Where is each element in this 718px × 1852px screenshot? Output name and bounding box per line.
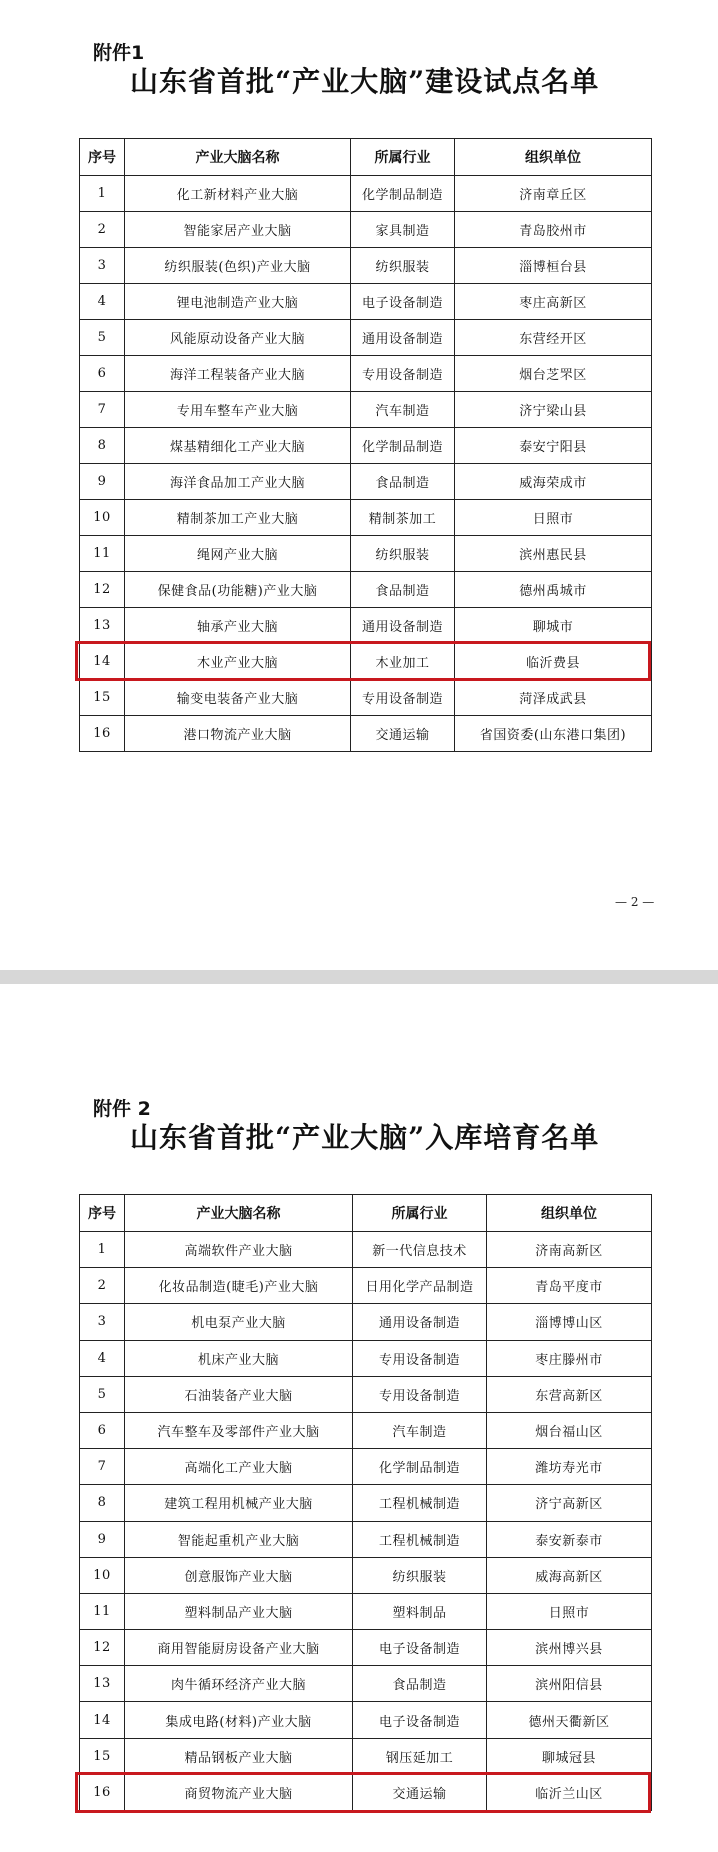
cell-index: 5 <box>80 320 125 356</box>
cell-brain-name: 专用车整车产业大脑 <box>125 392 351 428</box>
cell-index: 1 <box>80 1232 125 1268</box>
cell-index: 9 <box>80 1521 125 1557</box>
table-row <box>80 212 652 248</box>
cell-organizer: 临沂兰山区 <box>487 1774 652 1810</box>
cell-index: 10 <box>80 1557 125 1593</box>
cell-brain-name: 高端化工产业大脑 <box>125 1449 353 1485</box>
cell-brain-name: 精品钢板产业大脑 <box>125 1738 353 1774</box>
cell-organizer: 滨州博兴县 <box>487 1630 652 1666</box>
page-separator <box>0 970 718 984</box>
cell-index: 12 <box>80 572 125 608</box>
cell-brain-name: 保健食品(功能糖)产业大脑 <box>125 572 351 608</box>
cell-brain-name: 海洋食品加工产业大脑 <box>125 464 351 500</box>
cell-brain-name: 精制茶加工产业大脑 <box>125 500 351 536</box>
cell-brain-name: 输变电装备产业大脑 <box>125 680 351 716</box>
cell-brain-name: 塑料制品产业大脑 <box>125 1593 353 1629</box>
cell-brain-name: 商用智能厨房设备产业大脑 <box>125 1630 353 1666</box>
cell-industry: 通用设备制造 <box>353 1304 487 1340</box>
cell-index: 1 <box>80 176 125 212</box>
cell-industry: 专用设备制造 <box>351 680 455 716</box>
table-row <box>80 572 652 608</box>
cell-brain-name: 创意服饰产业大脑 <box>125 1557 353 1593</box>
cell-organizer: 聊城冠县 <box>487 1738 652 1774</box>
cell-industry: 塑料制品 <box>353 1593 487 1629</box>
cell-organizer: 威海荣成市 <box>455 464 652 500</box>
cell-index: 10 <box>80 500 125 536</box>
cell-brain-name: 商贸物流产业大脑 <box>125 1774 353 1810</box>
cell-index: 13 <box>80 608 125 644</box>
cell-index: 5 <box>80 1376 125 1412</box>
table-row <box>80 1774 652 1810</box>
page-title-1: 山东省首批“产业大脑”建设试点名单 <box>130 65 600 98</box>
cell-index: 9 <box>80 464 125 500</box>
header-organizer: 组织单位 <box>487 1195 652 1232</box>
cell-organizer: 东营经开区 <box>455 320 652 356</box>
cell-industry: 专用设备制造 <box>353 1340 487 1376</box>
table-row <box>80 536 652 572</box>
cell-brain-name: 轴承产业大脑 <box>125 608 351 644</box>
header-organizer: 组织单位 <box>455 139 652 176</box>
cell-brain-name: 煤基精细化工产业大脑 <box>125 428 351 464</box>
table-row <box>80 320 652 356</box>
table-row <box>80 1521 652 1557</box>
cell-organizer: 潍坊寿光市 <box>487 1449 652 1485</box>
header-name: 产业大脑名称 <box>125 139 351 176</box>
cell-index: 14 <box>80 1702 125 1738</box>
cell-index: 13 <box>80 1666 125 1702</box>
cell-industry: 化学制品制造 <box>351 428 455 464</box>
cell-organizer: 泰安宁阳县 <box>455 428 652 464</box>
header-name: 产业大脑名称 <box>125 1195 353 1232</box>
table-row <box>80 1557 652 1593</box>
cell-industry: 通用设备制造 <box>351 320 455 356</box>
cell-brain-name: 石油装备产业大脑 <box>125 1376 353 1412</box>
cell-brain-name: 集成电路(材料)产业大脑 <box>125 1702 353 1738</box>
cell-industry: 新一代信息技术 <box>353 1232 487 1268</box>
cell-index: 4 <box>80 284 125 320</box>
cell-brain-name: 肉牛循环经济产业大脑 <box>125 1666 353 1702</box>
cell-index: 12 <box>80 1630 125 1666</box>
cell-brain-name: 木业产业大脑 <box>125 644 351 680</box>
cell-organizer: 临沂费县 <box>455 644 652 680</box>
table-row <box>80 500 652 536</box>
cell-brain-name: 海洋工程装备产业大脑 <box>125 356 351 392</box>
table-row <box>80 1666 652 1702</box>
table-row <box>80 1593 652 1629</box>
cell-industry: 通用设备制造 <box>351 608 455 644</box>
table-body <box>80 1232 652 1811</box>
cell-index: 6 <box>80 1412 125 1448</box>
cell-brain-name: 机电泵产业大脑 <box>125 1304 353 1340</box>
table-row <box>80 248 652 284</box>
table-row <box>80 1340 652 1376</box>
cell-organizer: 滨州惠民县 <box>455 536 652 572</box>
cell-brain-name: 机床产业大脑 <box>125 1340 353 1376</box>
table-header-row <box>80 139 652 176</box>
cell-industry: 化学制品制造 <box>353 1449 487 1485</box>
cell-organizer: 聊城市 <box>455 608 652 644</box>
table-row <box>80 1449 652 1485</box>
header-industry: 所属行业 <box>353 1195 487 1232</box>
cell-index: 15 <box>80 1738 125 1774</box>
table-row <box>80 1232 652 1268</box>
cell-organizer: 威海高新区 <box>487 1557 652 1593</box>
cell-industry: 电子设备制造 <box>353 1630 487 1666</box>
cell-industry: 工程机械制造 <box>353 1485 487 1521</box>
cell-organizer: 青岛胶州市 <box>455 212 652 248</box>
cell-industry: 精制茶加工 <box>351 500 455 536</box>
cell-industry: 食品制造 <box>351 464 455 500</box>
cell-brain-name: 化妆品制造(睫毛)产业大脑 <box>125 1268 353 1304</box>
cell-index: 8 <box>80 1485 125 1521</box>
cell-index: 4 <box>80 1340 125 1376</box>
table-row <box>80 1630 652 1666</box>
cell-brain-name: 风能原动设备产业大脑 <box>125 320 351 356</box>
cell-brain-name: 纺织服装(色织)产业大脑 <box>125 248 351 284</box>
cell-industry: 交通运输 <box>353 1774 487 1810</box>
table-row <box>80 464 652 500</box>
cell-index: 7 <box>80 1449 125 1485</box>
cell-organizer: 烟台芝罘区 <box>455 356 652 392</box>
cell-index: 8 <box>80 428 125 464</box>
cell-index: 3 <box>80 1304 125 1340</box>
cell-index: 6 <box>80 356 125 392</box>
table-row <box>80 1268 652 1304</box>
cell-organizer: 德州禹城市 <box>455 572 652 608</box>
cell-industry: 日用化学产品制造 <box>353 1268 487 1304</box>
cell-brain-name: 高端软件产业大脑 <box>125 1232 353 1268</box>
header-index: 序号 <box>80 139 125 176</box>
cell-index: 7 <box>80 392 125 428</box>
cell-index: 3 <box>80 248 125 284</box>
header-index: 序号 <box>80 1195 125 1232</box>
incubation-list-table <box>79 1194 652 1811</box>
cell-index: 14 <box>80 644 125 680</box>
table-row <box>80 1412 652 1448</box>
cell-index: 2 <box>80 1268 125 1304</box>
cell-industry: 纺织服装 <box>351 536 455 572</box>
cell-organizer: 日照市 <box>487 1593 652 1629</box>
cell-organizer: 济宁高新区 <box>487 1485 652 1521</box>
cell-brain-name: 港口物流产业大脑 <box>125 716 351 752</box>
table-row <box>80 680 652 716</box>
table-row <box>80 356 652 392</box>
cell-organizer: 淄博博山区 <box>487 1304 652 1340</box>
table-row <box>80 1376 652 1412</box>
table-row <box>80 1738 652 1774</box>
cell-index: 16 <box>80 716 125 752</box>
cell-organizer: 菏泽成武县 <box>455 680 652 716</box>
cell-industry: 交通运输 <box>351 716 455 752</box>
attachment-label-2: 附件 2 <box>93 1098 151 1120</box>
cell-industry: 电子设备制造 <box>351 284 455 320</box>
cell-industry: 纺织服装 <box>351 248 455 284</box>
cell-organizer: 泰安新泰市 <box>487 1521 652 1557</box>
cell-index: 2 <box>80 212 125 248</box>
table-row <box>80 1304 652 1340</box>
cell-brain-name: 绳网产业大脑 <box>125 536 351 572</box>
cell-organizer: 东营高新区 <box>487 1376 652 1412</box>
cell-organizer: 枣庄高新区 <box>455 284 652 320</box>
cell-organizer: 烟台福山区 <box>487 1412 652 1448</box>
cell-brain-name: 智能起重机产业大脑 <box>125 1521 353 1557</box>
table-row <box>80 716 652 752</box>
cell-industry: 工程机械制造 <box>353 1521 487 1557</box>
cell-industry: 汽车制造 <box>353 1412 487 1448</box>
cell-organizer: 淄博桓台县 <box>455 248 652 284</box>
cell-industry: 专用设备制造 <box>351 356 455 392</box>
table-row <box>80 392 652 428</box>
cell-industry: 专用设备制造 <box>353 1376 487 1412</box>
cell-index: 15 <box>80 680 125 716</box>
cell-index: 16 <box>80 1774 125 1810</box>
cell-brain-name: 智能家居产业大脑 <box>125 212 351 248</box>
cell-organizer: 济南章丘区 <box>455 176 652 212</box>
table-body <box>80 176 652 752</box>
cell-organizer: 省国资委(山东港口集团) <box>455 716 652 752</box>
page-number: — 2 — <box>615 895 655 909</box>
cell-industry: 汽车制造 <box>351 392 455 428</box>
cell-industry: 食品制造 <box>351 572 455 608</box>
table-row <box>80 644 652 680</box>
page-title-2: 山东省首批“产业大脑”入库培育名单 <box>130 1121 600 1154</box>
cell-organizer: 日照市 <box>455 500 652 536</box>
pilot-list-table <box>79 138 652 752</box>
cell-industry: 钢压延加工 <box>353 1738 487 1774</box>
table-row <box>80 284 652 320</box>
table-row <box>80 176 652 212</box>
table-header-row <box>80 1195 652 1232</box>
table-row <box>80 608 652 644</box>
table-row <box>80 428 652 464</box>
attachment-label-1: 附件1 <box>93 42 145 64</box>
cell-brain-name: 建筑工程用机械产业大脑 <box>125 1485 353 1521</box>
cell-brain-name: 化工新材料产业大脑 <box>125 176 351 212</box>
cell-organizer: 济宁梁山县 <box>455 392 652 428</box>
cell-industry: 家具制造 <box>351 212 455 248</box>
cell-index: 11 <box>80 1593 125 1629</box>
cell-organizer: 枣庄滕州市 <box>487 1340 652 1376</box>
cell-industry: 木业加工 <box>351 644 455 680</box>
cell-industry: 电子设备制造 <box>353 1702 487 1738</box>
cell-index: 11 <box>80 536 125 572</box>
cell-organizer: 济南高新区 <box>487 1232 652 1268</box>
cell-industry: 化学制品制造 <box>351 176 455 212</box>
cell-industry: 纺织服装 <box>353 1557 487 1593</box>
cell-organizer: 德州天衢新区 <box>487 1702 652 1738</box>
header-industry: 所属行业 <box>351 139 455 176</box>
table-row <box>80 1702 652 1738</box>
cell-organizer: 青岛平度市 <box>487 1268 652 1304</box>
cell-industry: 食品制造 <box>353 1666 487 1702</box>
cell-brain-name: 锂电池制造产业大脑 <box>125 284 351 320</box>
cell-organizer: 滨州阳信县 <box>487 1666 652 1702</box>
table-row <box>80 1485 652 1521</box>
cell-brain-name: 汽车整车及零部件产业大脑 <box>125 1412 353 1448</box>
